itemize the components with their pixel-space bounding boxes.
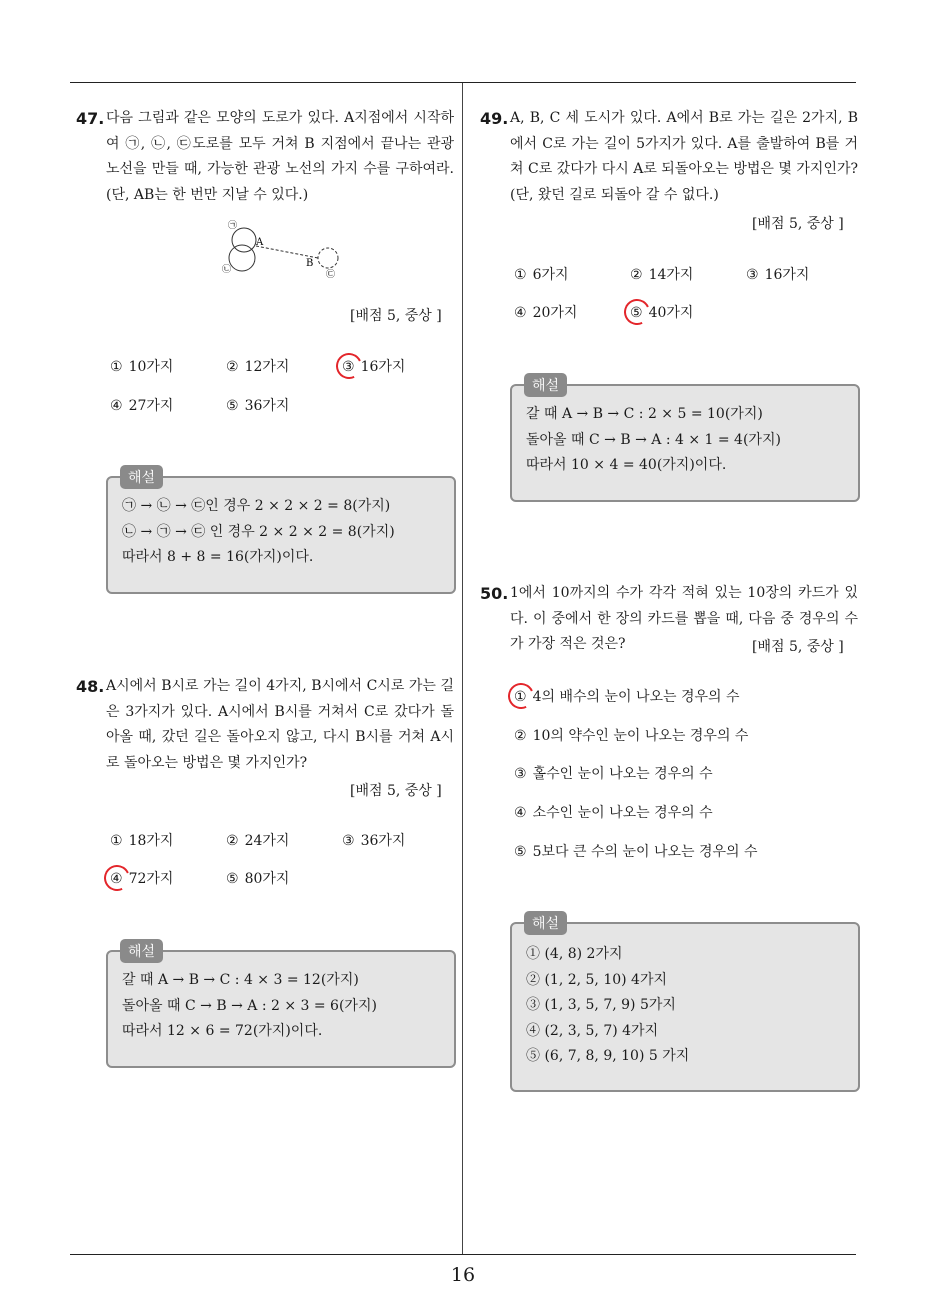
page-number: 16	[450, 1264, 476, 1286]
solution-line: 돌아올 때 C → B → A : 2 × 3 = 6(가지)	[122, 997, 377, 1014]
question-number: 48.	[76, 677, 105, 696]
choice-1[interactable]: ① 18가지	[110, 833, 174, 849]
answer-mark	[504, 679, 537, 712]
road-label-2: ㉡	[222, 265, 232, 275]
solution-line: ㉠ → ㉡ → ㉢인 경우 2 × 2 × 2 = 8(가지)	[122, 498, 391, 514]
solution-box	[510, 916, 860, 1092]
solution-tag: 해설	[524, 373, 567, 397]
solution-line: ② (1, 2, 5, 10) 4가지	[526, 971, 668, 988]
solution-line: 갈 때 A → B → C : 4 × 3 = 12(가지)	[122, 972, 359, 988]
solution-line: ㉡ → ㉠ → ㉢ 인 경우 2 × 2 × 2 = 8(가지)	[122, 523, 395, 540]
choice-3[interactable]: ③ 홀수인 눈이 나오는 경우의 수	[514, 766, 713, 782]
top-rule	[70, 82, 856, 83]
question-48	[76, 674, 454, 776]
choice-5[interactable]: ⑤ 40가지	[630, 305, 694, 321]
ab-road	[256, 246, 318, 258]
solution-tag: 해설	[120, 465, 163, 489]
solution-line: ④ (2, 3, 5, 7) 4가지	[526, 1022, 659, 1039]
question-49	[480, 106, 858, 208]
upper-loop	[232, 228, 256, 252]
question-47	[76, 106, 454, 208]
solution-box	[106, 470, 456, 594]
choice-2[interactable]: ② 14가지	[630, 267, 694, 283]
answer-mark	[620, 295, 653, 328]
solution-line: ① (4, 8) 2가지	[526, 946, 623, 962]
solution-line: 돌아올 때 C → B → A : 4 × 1 = 4(가지)	[526, 431, 781, 448]
question-number: 49.	[480, 109, 509, 128]
solution-line: 따라서 12 × 6 = 72(가지)이다.	[122, 1023, 323, 1039]
question-number: 47.	[76, 109, 105, 128]
score-meta: [배점 5, 중상 ]	[350, 308, 442, 324]
choice-2[interactable]: ② 12가지	[226, 359, 290, 375]
answer-mark	[100, 861, 133, 894]
score-meta: [배점 5, 중상 ]	[350, 783, 442, 799]
choice-5[interactable]: ⑤ 5보다 큰 수의 눈이 나오는 경우의 수	[514, 844, 758, 860]
point-a-label: A	[256, 237, 264, 248]
choice-5[interactable]: ⑤ 80가지	[226, 871, 290, 887]
choice-3[interactable]: ③ 16가지	[342, 359, 406, 375]
solution-line: 따라서 10 × 4 = 40(가지)이다.	[526, 457, 727, 473]
choice-4[interactable]: ④ 27가지	[110, 398, 174, 414]
right-loop	[318, 248, 338, 268]
question-stem: A시에서 B시로 가는 길이 4가지, B시에서 C시로 가는 길은 3가지가 있다. A시에서 B시를 거쳐서 C로 갔다가 돌아올 때, 갔던 길은 돌아오지 않고, 다시 B시를 거쳐 A시로 돌아오는 방법은 몇 가지인가?	[106, 678, 454, 771]
choice-1[interactable]: ① 10가지	[110, 359, 174, 375]
score-meta: [배점 5, 중상 ]	[752, 216, 844, 232]
choice-4[interactable]: ④ 소수인 눈이 나오는 경우의 수	[514, 805, 713, 821]
point-b-label: B	[306, 258, 314, 269]
answer-mark	[332, 349, 365, 382]
road-figure	[214, 216, 344, 282]
solution-tag: 해설	[524, 911, 567, 935]
choice-4[interactable]: ④ 20가지	[514, 305, 578, 321]
road-label-1: ㉠	[228, 221, 238, 231]
question-stem: 1에서 10까지의 수가 각각 적혀 있는 10장의 카드가 있다. 이 중에서 한 장의 카드를 뽑을 때, 다음 중 경우의 수가 가장 적은 것은?	[510, 585, 858, 652]
choice-3[interactable]: ③ 36가지	[342, 833, 406, 849]
bottom-rule	[70, 1254, 856, 1255]
solution-line: ⑤ (6, 7, 8, 9, 10) 5 가지	[526, 1048, 690, 1064]
choice-2[interactable]: ② 10의 약수인 눈이 나오는 경우의 수	[514, 728, 749, 744]
score-meta: [배점 5, 중상 ]	[752, 639, 844, 655]
choice-5[interactable]: ⑤ 36가지	[226, 398, 290, 414]
choice-1[interactable]: ① 6가지	[514, 267, 569, 283]
solution-line: ③ (1, 3, 5, 7, 9) 5가지	[526, 997, 676, 1013]
lower-loop	[229, 245, 255, 271]
question-number: 50.	[480, 584, 509, 603]
road-label-3: ㉢	[326, 270, 336, 280]
choice-4[interactable]: ④ 72가지	[110, 871, 174, 887]
solution-tag: 해설	[120, 939, 163, 963]
solution-box	[106, 944, 456, 1068]
solution-box	[510, 378, 860, 502]
solution-line: 따라서 8 + 8 = 16(가지)이다.	[122, 549, 314, 565]
choice-1[interactable]: ① 4의 배수의 눈이 나오는 경우의 수	[514, 689, 740, 705]
choice-3[interactable]: ③ 16가지	[746, 267, 810, 283]
solution-line: 갈 때 A → B → C : 2 × 5 = 10(가지)	[526, 406, 763, 422]
column-divider	[462, 83, 463, 1254]
choice-2[interactable]: ② 24가지	[226, 833, 290, 849]
question-stem: A, B, C 세 도시가 있다. A에서 B로 가는 길은 2가지, B에서 C로 가는 길이 5가지가 있다. A를 출발하여 B를 거쳐 C로 갔다가 다시 A로 되돌아오는 방법은 몇 가지인가? (단, 왔던 길로 되돌아 갈 수 없다.)	[510, 110, 858, 203]
question-stem: 다음 그림과 같은 모양의 도로가 있다. A지점에서 시작하여 ㉠, ㉡, ㉢도로를 모두 거쳐 B 지점에서 끝나는 관광 노선을 만들 때, 가능한 관광 노선의 가지 수를 구하여라. (단, AB는 한 번만 지날 수 있다.)	[106, 110, 454, 203]
